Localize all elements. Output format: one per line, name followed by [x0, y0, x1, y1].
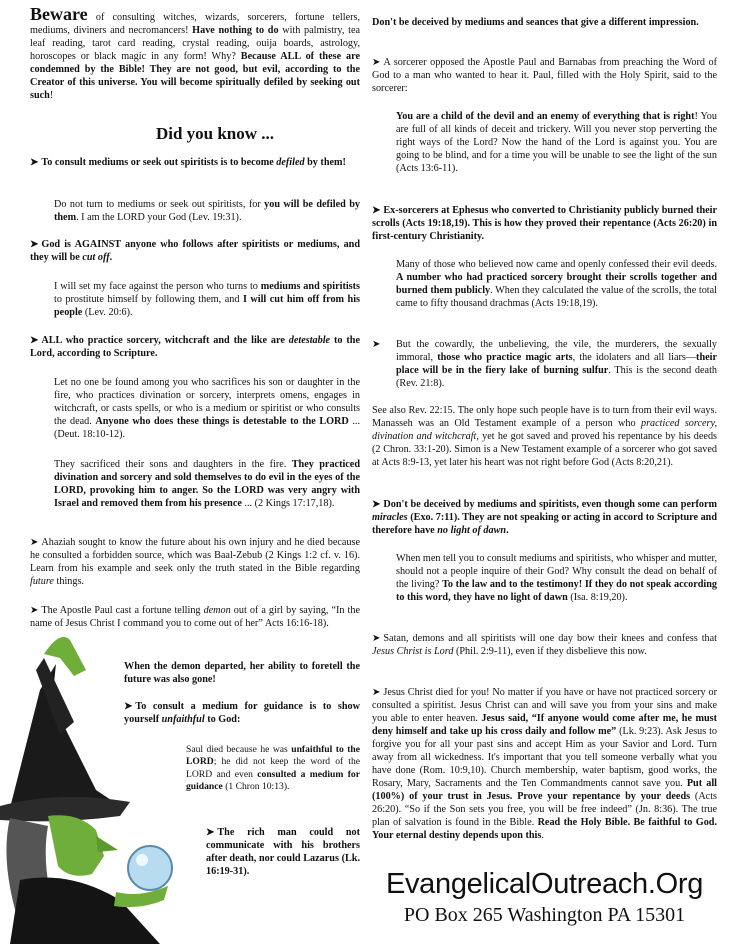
arrowhead-bullet-icon: ➤ [30, 157, 39, 168]
section-sorcerer-opposed: ➤ A sorcerer opposed the Apostle Paul and Barnabas from preaching the Word of God to a man who wanted to hear it. Paul, filled with the Holy Spirit, said to the sorcerer: [372, 57, 717, 94]
mailing-address: PO Box 265 Washington PA 15301 [403, 904, 686, 926]
did-you-know-heading: Did you know ... [155, 124, 275, 143]
arrowhead-bullet-icon: ➤ [372, 499, 381, 510]
section-seances: Don't be deceived by mediums and seances that give a different impression. [372, 17, 699, 28]
section-paul-demon: ➤ The Apostle Paul cast a fortune telling demon out of a girl by saying, “In the name of Jesus Christ I command you to come out of her” Acts 16:16-18). [30, 605, 361, 629]
beware-title: Beware [30, 4, 88, 24]
arrowhead-bullet-icon: ➤ [372, 57, 381, 68]
quote-deut-18: Let no one be found among you who sacrifices his son or daughter in the fire, who practices divination or sorcery, interprets omens, engages in witchcraft, or casts spells, or who is a medium or spiritist or who consults the dead. Anyone who does these things is detestable to the LORD ... (Deut. 18:10-12). [54, 377, 360, 440]
section-miracles: ➤ Don't be deceived by mediums and spiritists, even though some can perform miracles (Exo. 7:11). They are not speaking or acting in accord to Scripture and therefore have no light of dawn. [372, 499, 717, 536]
arrowhead-bullet-icon: ➤ [372, 339, 381, 350]
arrowhead-bullet-icon: ➤ [206, 827, 215, 838]
arrowhead-bullet-icon: ➤ [372, 687, 381, 698]
section-defiled: ➤ To consult mediums or seek out spiritists is to become defiled by them! [30, 157, 346, 168]
quote-acts-19: Many of those who believed now came and openly confessed their evil deeds. A number who had practiced sorcery brought their scrolls together and burned them publicly. When they calculated the value of the scrolls, the total came to fifty thousand drachmas (Acts 19:18,19). [396, 259, 717, 309]
hat-icon [10, 664, 120, 817]
section-rich-man: ➤ The rich man could not communicate with his brothers after death, nor could Lazarus (Lk. 16:19-31). [206, 827, 360, 877]
section-demon-departed: When the demon departed, her ability to foretell the future was also gone! [124, 661, 360, 685]
quote-1chron-10: Saul died because he was unfaithful to the LORD; he did not keep the word of the LORD and even consulted a medium for guidance (1 Chron 10:13). [186, 744, 360, 793]
section-unfaithful: ➤ To consult a medium for guidance is to show yourself unfaithful to God: [124, 701, 360, 725]
section-detestable: ➤ ALL who practice sorcery, witchcraft and the like are detestable to the Lord, according to Scripture. [30, 335, 360, 359]
arrowhead-bullet-icon: ➤ [30, 537, 39, 548]
section-see-also: See also Rev. 22:15. The only hope such people have is to turn from their evil ways. Manasseh was an Old Testament example of a person who practiced sorcery, divination and witchcraft, yet he got saved and proved his repentance by his deeds (2 Chron. 33:1-20). Simon is a New Testament example of a sorcerer who got saved at Acts 8:9-13, yet later his heart was not right before God (Acts 8:20,21). [372, 405, 718, 468]
quote-rev-21: But the cowardly, the unbelieving, the vile, the murderers, the sexually immoral, those who practice magic arts, the idolaters and all liars—their place will be in the fiery lake of burning sulfur. This is the second death (Rev. 21:8). [396, 339, 717, 389]
section-ephesus: ➤ Ex-sorcerers at Ephesus who converted to Christianity publicly burned their scrolls (Acts 19:18,19). This is how they proved their repentance (Acts 26:20) in first-century Christianity. [372, 205, 717, 242]
arrowhead-bullet-icon: ➤ [30, 239, 39, 250]
crystal-ball-icon [128, 846, 172, 890]
arrowhead-bullet-icon: ➤ [372, 633, 381, 644]
quote-lev-19: Do not turn to mediums or seek out spiritists, for you will be defiled by them. I am the LORD your God (Lev. 19:31). [54, 199, 360, 223]
quote-acts-13: You are a child of the devil and an enemy of everything that is right! You are full of all kinds of deceit and trickery. Will you never stop perverting the right ways of the Lord? Now the hand of the Lord is against you. You are going to be blind, and for a time you will be unable to see the light of the sun (Acts 13:6-11). [396, 111, 717, 174]
website-link[interactable]: EvangelicalOutreach.Org [385, 868, 704, 900]
section-satan-bow: ➤ Satan, demons and all spiritists will one day bow their knees and confess that Jesus Christ is Lord (Phil. 2:9-11), even if they disbelieve this now. [372, 633, 717, 657]
intro-paragraph: Beware of consulting witches, wizards, sorcerers, fortune tellers, mediums, diviners and necromancers! Have nothing to do with palmistry, tea leaf reading, tarot card reading, crystal reading, ouija boards, astrology, horoscopes or black magic in any form! Why? Because ALL of these are condemned by the Bible! They are not good, but evil, according to the Creator of this universe. You will become spiritually defiled by seeking out such! [30, 4, 360, 101]
arrowhead-bullet-icon: ➤ [372, 205, 381, 216]
quote-lev-20: I will set my face against the person who turns to mediums and spiritists to prostitute himself by following them, and I will cut him off from his people (Lev. 20:6). [54, 281, 360, 318]
arrowhead-bullet-icon: ➤ [124, 701, 133, 712]
section-ahaziah: ➤ Ahaziah sought to know the future about his own injury and he died because he consulted a forbidden source, which was Baal-Zebub (2 Kings 1:2 cf. v. 16). Learn from his example and seek only the truth stated in the Bible regarding future things. [30, 537, 360, 587]
section-jesus-died: ➤ Jesus Christ died for you! No matter if you have or have not practiced sorcery or consulted a spiritist. Jesus Christ can and will save you from your sins and make you able to enter heaven. Jesus said, “If anyone would come after me, he must deny himself and take up his cross daily and follow me” (Lk. 9:23). Ask Jesus to forgive you for all your past sins and accept Him as your Savior and Lord. Turn away from all wickedness. It's important that you tell someone verbally what you have done (Rom. 10:9,10). Church membership, water baptism, good works, the Rosary, Mary, Sacraments and the Ten Commandments cannot save you. Put all (100%) of your trust in Jesus. Prove your repentance by your deeds (Acts 26:20). “So if the Son sets you free, you will be free indeed” (Jn. 8:36). The true plan of salvation is found in the Bible. Read the Holy Bible. Be faithful to God. Your eternal destiny depends upon this. [372, 687, 718, 841]
arrowhead-bullet-icon: ➤ [30, 605, 39, 616]
arrowhead-bullet-icon: ➤ [30, 335, 39, 346]
quote-2kings-17: They sacrificed their sons and daughters in the fire. They practiced divination and sorcery and sold themselves to do evil in the eyes of the LORD, provoking him to anger. So the LORD was very angry with Israel and removed them from his presence ... (2 Kings 17:17,18). [54, 459, 360, 509]
quote-isa-8: When men tell you to consult mediums and spiritists, who whisper and mutter, should not a people inquire of their God? Why consult the dead on behalf of the living? To the law and to the testimony! If they do not speak according to this word, they have no light of dawn (Isa. 8:19,20). [396, 553, 717, 603]
section-against: ➤ God is AGAINST anyone who follows after spiritists or mediums, and they will be cut off. [30, 239, 360, 263]
